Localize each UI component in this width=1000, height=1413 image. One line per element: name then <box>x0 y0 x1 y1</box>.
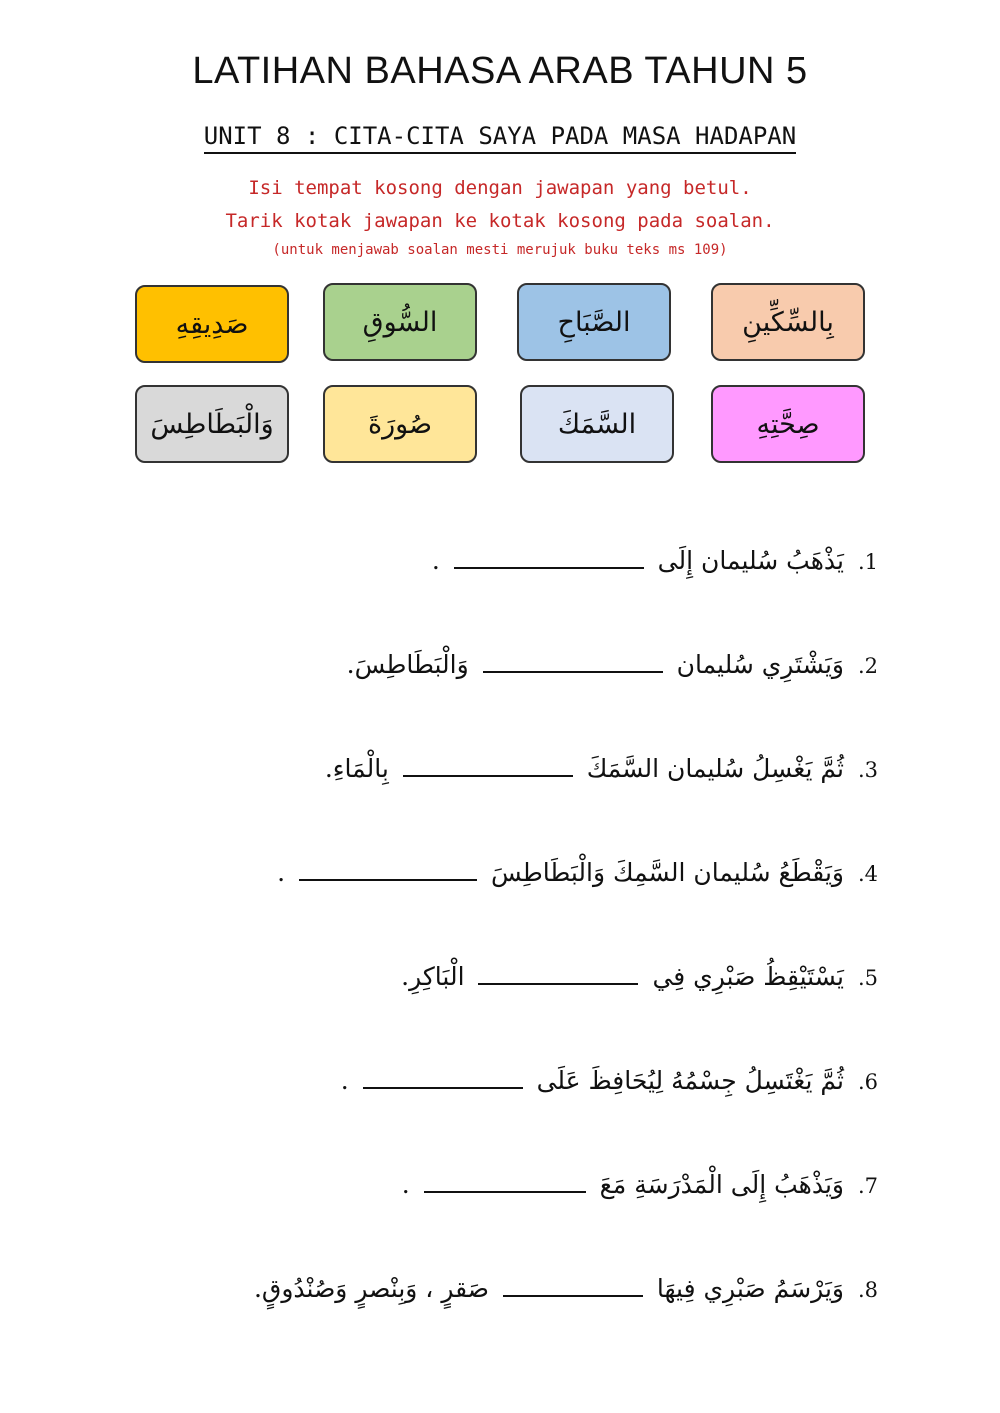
unit-subtitle <box>0 122 1000 150</box>
question-text-after: صَقرٍ ، وَبِنْصرٍ وَصُنْدُوقٍ. <box>253 1274 489 1303</box>
question-text-before: يَذْهَبُ سُليمان إِلَى <box>657 546 844 575</box>
answer-card-8[interactable]: صِحَّتِهِ <box>711 385 865 463</box>
question-1 <box>432 546 878 575</box>
question-number: 1. <box>857 550 878 574</box>
page-title: LATIHAN BAHASA ARAB TAHUN 5 <box>192 50 808 92</box>
question-text-before: وَيَقْطَعُ سُليمان السَّمِكَ وَالْبَطَاطِسَ <box>490 858 844 887</box>
question-number: 7. <box>857 1174 878 1198</box>
answer-blank[interactable] <box>503 1275 643 1297</box>
question-text-after: . <box>340 1066 349 1095</box>
question-text-after: . <box>431 546 440 575</box>
question-text-before: ثُمَّ يَغْتَسِلُ جِسْمُهُ لِيُحَافِظَ عَلَى <box>536 1066 844 1095</box>
instruction-note: (untuk menjawab soalan mesti merujuk buku teks ms 109) <box>272 242 728 258</box>
answer-card-3[interactable]: الصَّبَاحِ <box>517 283 671 361</box>
instruction-line-1: Isi tempat kosong dengan jawapan yang betul. <box>248 177 752 199</box>
answer-card-6[interactable]: صُورَةَ <box>323 385 477 463</box>
question-3 <box>325 754 878 783</box>
question-5 <box>401 962 878 991</box>
question-text-after: . <box>277 858 286 887</box>
answer-blank[interactable] <box>483 651 663 673</box>
question-6 <box>341 1066 878 1095</box>
question-4 <box>277 858 878 887</box>
unit-subtitle-text: UNIT 8 : CITA-CITA SAYA PADA MASA HADAPAN <box>204 122 796 154</box>
question-number: 4. <box>857 862 878 886</box>
answer-blank[interactable] <box>403 755 573 777</box>
question-text-before: وَيَذْهَبُ إِلَى الْمَدْرَسَةِ مَعَ <box>599 1170 844 1199</box>
answer-blank[interactable] <box>363 1067 523 1089</box>
question-7 <box>402 1170 878 1199</box>
answer-card-7[interactable]: السَّمَكَ <box>520 385 674 463</box>
answer-card-1[interactable]: صَدِيقِهِ <box>135 285 289 363</box>
answer-blank[interactable] <box>424 1171 586 1193</box>
question-number: 6. <box>857 1070 878 1094</box>
answer-card-4[interactable]: بِالسِّكِّينِ <box>711 283 865 361</box>
question-text-before: ثُمَّ يَغْسِلُ سُليمان السَّمَكَ <box>586 754 844 783</box>
instruction-line-2: Tarik kotak jawapan ke kotak kosong pada soalan. <box>225 210 775 232</box>
answer-blank[interactable] <box>454 547 644 569</box>
question-number: 2. <box>857 654 878 678</box>
answer-card-5[interactable]: وَالْبَطَاطِسَ <box>135 385 289 463</box>
answer-blank[interactable] <box>299 859 477 881</box>
question-2 <box>347 650 878 679</box>
question-text-after: وَالْبَطَاطِسَ. <box>346 650 469 679</box>
question-number: 5. <box>857 966 878 990</box>
question-text-after: بِالْمَاءِ. <box>324 754 389 783</box>
answer-blank[interactable] <box>478 963 638 985</box>
question-text-before: وَيَرْسَمُ صَبْرِي فِيهَا <box>656 1274 844 1303</box>
answer-card-2[interactable]: السُّوقِ <box>323 283 477 361</box>
question-number: 8. <box>857 1278 878 1302</box>
question-8 <box>254 1274 878 1303</box>
question-text-after: . <box>401 1170 410 1199</box>
question-text-before: يَسْتَيْقِظُ صَبْرِي فِي <box>652 962 844 991</box>
question-text-before: وَيَشْتَرِي سُليمان <box>676 650 844 679</box>
question-text-after: الْبَاكِرِ. <box>401 962 465 991</box>
question-number: 3. <box>857 758 878 782</box>
